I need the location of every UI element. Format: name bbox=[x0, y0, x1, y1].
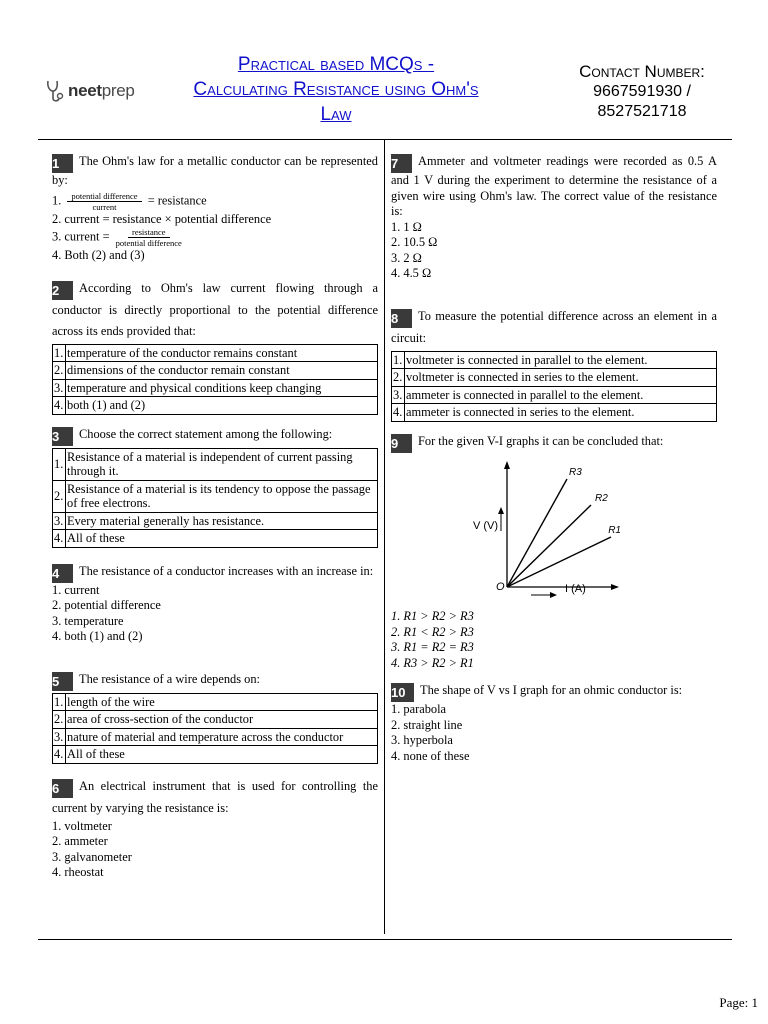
option-3: 3. R1 = R2 = R3 bbox=[391, 640, 474, 654]
option-4: 4. both (1) and (2) bbox=[52, 629, 143, 643]
option-row: 1. temperature of the conductor remains constant bbox=[53, 344, 378, 362]
option-4: 4. 4.5 Ω bbox=[391, 266, 432, 280]
phone-number: 8527521718 bbox=[597, 103, 687, 120]
option-1: 1. voltmeter bbox=[52, 818, 112, 833]
question-8 bbox=[391, 306, 717, 422]
fraction: $\frac{\text{potential difference}}{\text{current}}$ bbox=[67, 191, 141, 212]
phone-number: 9667591930 / bbox=[593, 83, 691, 100]
option-2: 2. straight line bbox=[391, 717, 463, 732]
question-number: 7 bbox=[391, 154, 412, 173]
option-row: 3. ammeter is connected in parallel to the element. bbox=[392, 386, 717, 404]
option-4: 4. rheostat bbox=[52, 865, 104, 879]
option-2: 2. potential difference bbox=[52, 598, 161, 612]
option-3: 3. hyperbola bbox=[391, 733, 453, 747]
option-row: 1. Resistance of a material is independent of current passing through it. bbox=[53, 448, 378, 480]
fraction: $\frac{\text{resistance}}{\text{potential difference}}$ bbox=[115, 227, 182, 248]
option-1: 1. $\frac{\text{potential difference}}{\text{current}}$ = resistance bbox=[52, 190, 207, 212]
page-number: Page: 1 bbox=[719, 995, 758, 1010]
option-row: 2. dimensions of the conductor remain constant bbox=[53, 362, 378, 380]
option-row: 4. ammeter is connected in series to the element. bbox=[392, 404, 717, 422]
option-row: 3. nature of material and temperature across the conductor bbox=[53, 728, 378, 746]
page-title bbox=[150, 52, 522, 127]
question-number: 1 bbox=[52, 154, 73, 173]
option-4: 4. Both (2) and (3) bbox=[52, 248, 145, 262]
question-9 bbox=[391, 434, 717, 672]
title-line: Law bbox=[320, 104, 352, 125]
question-number: 10 bbox=[391, 683, 414, 702]
title-line: Practical based MCQs - bbox=[237, 54, 435, 75]
option-row: 2. area of cross-section of the conductor bbox=[53, 711, 378, 729]
option-3: 3. current = $\frac{\text{resistance}}{\text{potential difference}}$ bbox=[52, 227, 182, 248]
question-10 bbox=[391, 683, 717, 764]
question-number: 2 bbox=[52, 281, 73, 300]
option-2: 2. R1 < R2 > R3 bbox=[391, 624, 474, 639]
option-4: 4. none of these bbox=[391, 748, 470, 763]
option-row: 1. length of the wire bbox=[53, 693, 378, 711]
question-stem: 7 Ammeter and voltmeter readings were recorded as 0.5 A and 1 V during the experiment to determine the resistance of a given wire using Ohm's law. The correct value of the resistance is: bbox=[391, 154, 717, 218]
stethoscope-icon bbox=[44, 78, 66, 104]
line-R1 bbox=[507, 537, 611, 587]
question-3 bbox=[52, 427, 378, 548]
options-table bbox=[52, 693, 378, 764]
x-axis-arrow bbox=[611, 584, 619, 590]
option-row: 4. All of these bbox=[53, 530, 378, 548]
option-3: 3. galvanometer bbox=[52, 849, 132, 864]
label-R3: R3 bbox=[569, 466, 582, 478]
question-number: 9 bbox=[391, 434, 412, 453]
option-1: 1. R1 > R2 > R3 bbox=[391, 609, 474, 623]
right-column bbox=[391, 154, 717, 764]
column-divider bbox=[384, 140, 385, 934]
option-2: 2. ammeter bbox=[52, 834, 108, 848]
left-column bbox=[52, 154, 378, 881]
neetprep-logo bbox=[44, 78, 135, 104]
question-1 bbox=[52, 154, 378, 264]
question-stem: 4 The resistance of a conductor increases with an increase in: bbox=[52, 563, 374, 581]
logo-wordmark: neetprep bbox=[68, 81, 135, 100]
question-stem: 1 The Ohm's law for a metallic conductor can be represented by: bbox=[52, 154, 378, 187]
question-number: 8 bbox=[391, 309, 412, 328]
vi-graph bbox=[459, 459, 621, 599]
options-table bbox=[52, 448, 378, 548]
header-divider bbox=[38, 139, 732, 140]
x-axis-label-arrowhead bbox=[550, 592, 557, 598]
question-5 bbox=[52, 672, 378, 764]
question-stem: 6 An electrical instrument that is used for controlling the current by varying the resistance is: bbox=[52, 778, 378, 815]
contact-block bbox=[552, 62, 732, 122]
option-1: 1. current bbox=[52, 582, 100, 597]
question-stem: 8 To measure the potential difference across an element in a circuit: bbox=[391, 308, 717, 345]
options-table bbox=[391, 351, 717, 422]
question-6 bbox=[52, 776, 378, 881]
question-number: 4 bbox=[52, 564, 73, 583]
option-4: 4. R3 > R2 > R1 bbox=[391, 655, 474, 670]
option-row: 1. voltmeter is connected in parallel to the element. bbox=[392, 351, 717, 369]
question-stem: 5 The resistance of a wire depends on: bbox=[52, 671, 260, 689]
question-stem: 9 For the given V-I graphs it can be concluded that: bbox=[391, 433, 664, 451]
option-1: 1. 1 Ω bbox=[391, 219, 422, 234]
options-table bbox=[52, 344, 378, 415]
contact-label: Contact Number: bbox=[579, 62, 705, 81]
option-3: 3. temperature bbox=[52, 613, 124, 628]
question-stem: 2 According to Ohm's law current flowing through a conductor is directly proportional to the potential difference across its ends provided that: bbox=[52, 280, 378, 338]
y-axis-label: V (V) bbox=[473, 519, 499, 532]
label-R2: R2 bbox=[595, 492, 608, 504]
option-2: 2. 10.5 Ω bbox=[391, 235, 438, 249]
footer-divider bbox=[38, 939, 732, 940]
option-3: 3. 2 Ω bbox=[391, 250, 422, 265]
label-R1: R1 bbox=[608, 524, 621, 536]
option-row: 2. Resistance of a material is its tendency to oppose the passage of free electrons. bbox=[53, 480, 378, 512]
x-axis-label: I (A) bbox=[565, 582, 586, 595]
question-number: 3 bbox=[52, 427, 73, 446]
origin-label: O bbox=[496, 580, 505, 593]
option-row: 4. All of these bbox=[53, 746, 378, 764]
question-number: 5 bbox=[52, 672, 73, 691]
line-R2 bbox=[507, 505, 591, 587]
question-7 bbox=[391, 154, 717, 282]
option-row: 4. both (1) and (2) bbox=[53, 397, 378, 415]
option-row: 2. voltmeter is connected in series to the element. bbox=[392, 369, 717, 387]
y-axis-label-arrowhead bbox=[498, 507, 504, 514]
option-row: 3. Every material generally has resistance. bbox=[53, 512, 378, 530]
question-stem: 10 The shape of V vs I graph for an ohmic conductor is: bbox=[391, 683, 683, 700]
question-number: 6 bbox=[52, 779, 73, 798]
y-axis-arrow bbox=[504, 461, 510, 469]
question-2 bbox=[52, 278, 378, 415]
line-R3 bbox=[507, 479, 567, 587]
option-row: 3. temperature and physical conditions keep changing bbox=[53, 379, 378, 397]
question-4 bbox=[52, 561, 378, 645]
option-2: 2. current = resistance × potential difference bbox=[52, 211, 272, 226]
title-line: Calculating Resistance using Ohm's bbox=[193, 79, 479, 100]
option-1: 1. parabola bbox=[391, 702, 447, 716]
question-stem: 3 Choose the correct statement among the following: bbox=[52, 426, 333, 444]
